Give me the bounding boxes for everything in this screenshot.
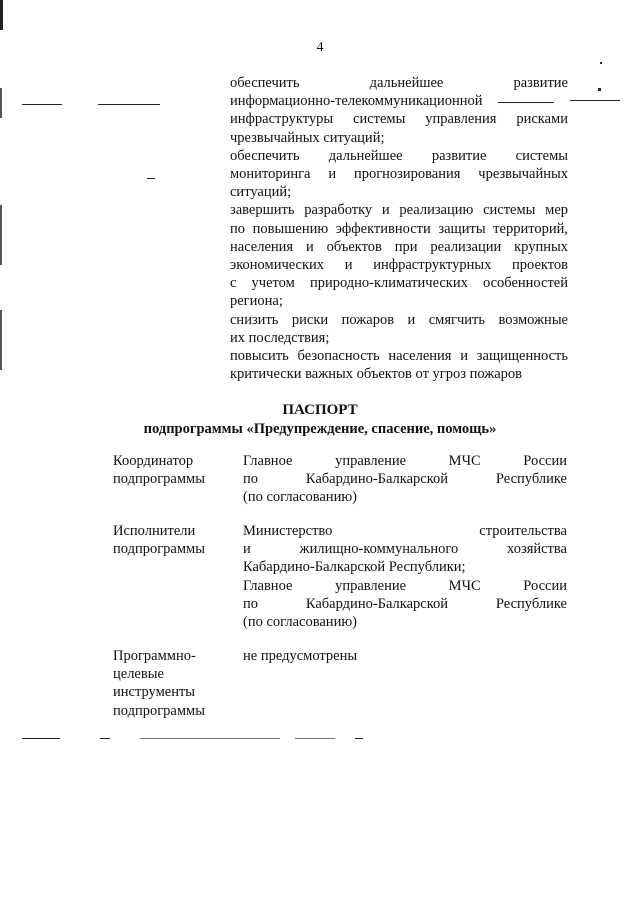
label-line: целевые bbox=[113, 666, 164, 683]
label-line: Координатор bbox=[113, 453, 194, 469]
passport-title: ПАСПОРТ bbox=[282, 402, 358, 418]
goals-list bbox=[230, 74, 568, 383]
label-line: инструменты bbox=[113, 684, 196, 701]
scan-mark bbox=[600, 62, 602, 64]
scan-mark bbox=[140, 738, 280, 739]
scan-mark bbox=[355, 738, 363, 739]
passport-row-value bbox=[243, 452, 567, 507]
goal-line: региона; bbox=[230, 293, 283, 310]
page-number: 4 bbox=[316, 40, 324, 55]
scan-mark bbox=[0, 0, 3, 30]
goal-line: по повышению эффективности защиты территорий, bbox=[230, 220, 568, 237]
value-line: Главное управление МЧС России bbox=[243, 577, 567, 594]
value-line: и жилищно-коммунального хозяйства bbox=[243, 541, 567, 558]
passport-row-label bbox=[113, 452, 233, 488]
goal-line: обеспечить дальнейшее развитие bbox=[230, 75, 568, 91]
passport-row-value bbox=[243, 522, 567, 631]
passport-row-label bbox=[113, 647, 233, 720]
scan-mark bbox=[0, 205, 2, 265]
goal-line: с учетом природно-климатических особенностей bbox=[230, 275, 568, 292]
goal-item bbox=[230, 201, 568, 310]
goal-line: мониторинга и прогнозирования чрезвычайных bbox=[230, 166, 568, 183]
value-line: (по согласованию) bbox=[243, 489, 357, 506]
value-line: (по согласованию) bbox=[243, 614, 357, 631]
goal-line: критически важных объектов от угроз пожаров bbox=[230, 366, 523, 383]
scan-mark bbox=[570, 100, 620, 101]
goal-line: ситуаций; bbox=[230, 184, 292, 201]
value-line: Министерство строительства bbox=[243, 523, 567, 539]
goal-item bbox=[230, 347, 568, 383]
scan-mark bbox=[295, 738, 335, 739]
passport-subtitle: подпрограммы «Предупреждение, спасение, помощь» bbox=[143, 421, 497, 437]
goal-line: инфраструктуры системы управления рисками bbox=[230, 111, 568, 128]
label-line: подпрограммы bbox=[113, 471, 205, 488]
scan-mark bbox=[598, 88, 601, 91]
goal-line: их последствия; bbox=[230, 329, 330, 346]
goal-line: обеспечить дальнейшее развитие системы bbox=[230, 147, 568, 164]
passport-row-label bbox=[113, 522, 233, 558]
goal-item bbox=[230, 311, 568, 347]
goal-line: экономических и инфраструктурных проектов bbox=[230, 257, 568, 274]
label-line: подпрограммы bbox=[113, 541, 205, 558]
value-line: по Кабардино-Балкарской Республике bbox=[243, 471, 567, 488]
label-line: подпрограммы bbox=[113, 702, 205, 719]
label-line: Исполнители bbox=[113, 523, 196, 539]
scan-mark bbox=[22, 104, 62, 105]
passport-row-value bbox=[243, 647, 567, 665]
scan-mark bbox=[100, 738, 110, 739]
goal-line: снизить риски пожаров и смягчить возможные bbox=[230, 311, 568, 328]
goal-line: завершить разработку и реализацию системы мер bbox=[230, 202, 568, 219]
goal-line: чрезвычайных ситуаций; bbox=[230, 129, 385, 146]
goal-line: населения и объектов при реализации крупных bbox=[230, 238, 568, 255]
value-line: не предусмотрены bbox=[243, 648, 358, 664]
goal-item bbox=[230, 147, 568, 202]
value-line: по Кабардино-Балкарской Республике bbox=[243, 595, 567, 612]
scan-mark bbox=[147, 178, 155, 179]
value-line: Главное управление МЧС России bbox=[243, 453, 567, 469]
scan-mark bbox=[98, 104, 160, 105]
goal-item bbox=[230, 74, 568, 147]
scan-mark bbox=[498, 102, 554, 103]
scan-mark bbox=[0, 310, 2, 370]
scan-mark bbox=[22, 738, 60, 739]
scan-mark bbox=[0, 88, 2, 118]
goal-line: информационно-телекоммуникационной bbox=[230, 93, 483, 110]
goal-line: повысить безопасность населения и защищенность bbox=[230, 348, 568, 365]
label-line: Программно- bbox=[113, 648, 196, 664]
value-line: Кабардино-Балкарской Республики; bbox=[243, 559, 466, 576]
